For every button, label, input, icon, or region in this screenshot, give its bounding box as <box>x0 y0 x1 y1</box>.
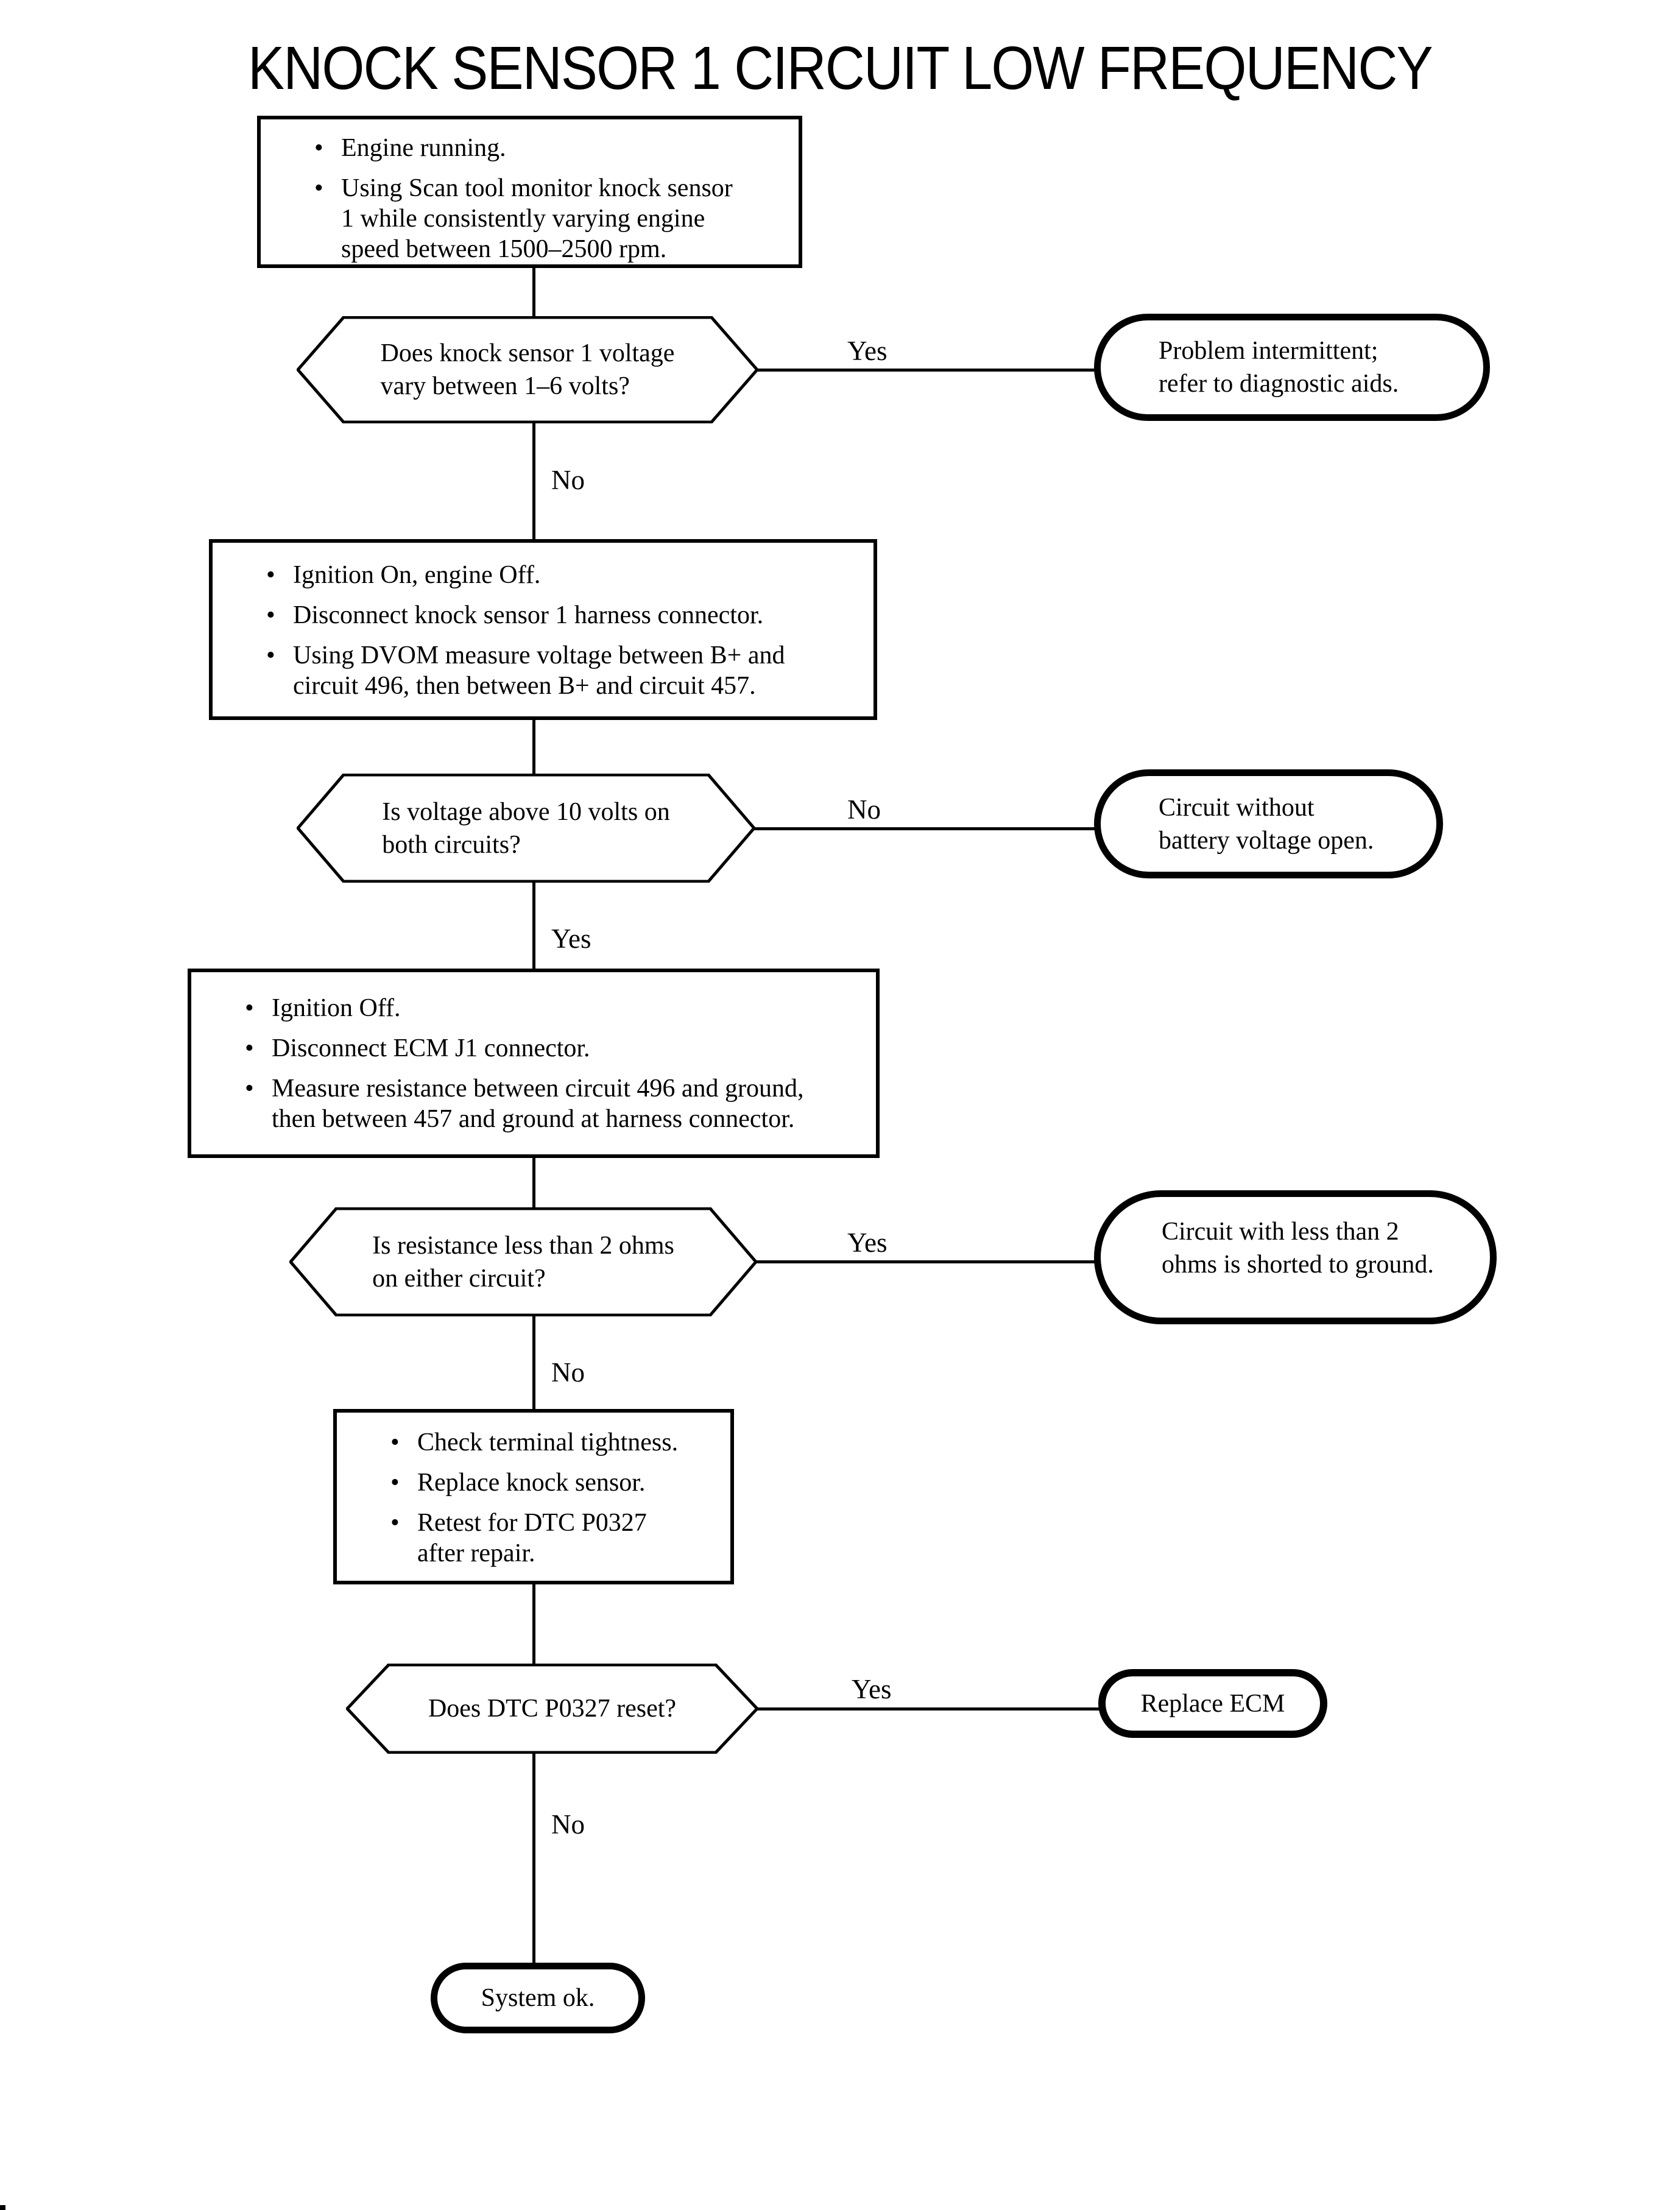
decision-knock-voltage <box>297 316 758 423</box>
decision-text <box>297 316 758 423</box>
decision-voltage-above-10 <box>297 774 755 883</box>
edge-label-yes: Yes <box>551 923 591 954</box>
bullet-list <box>213 560 874 701</box>
decision-text <box>289 1207 757 1316</box>
bullet-line: • Disconnect ECM J1 connector. <box>272 1034 590 1062</box>
bullet-item <box>191 1033 876 1064</box>
terminal-line: Circuit without <box>1159 793 1315 822</box>
decision-line: Does knock sensor 1 voltage <box>380 339 675 367</box>
process-step-4 <box>333 1409 734 1584</box>
bullet-item <box>191 993 876 1023</box>
terminal-system-ok <box>431 1963 645 2033</box>
connector-decision4-systemok <box>532 1753 535 1964</box>
bullet-line: 1 while consistently varying engine <box>341 205 705 233</box>
terminal-line: refer to diagnostic aids. <box>1159 370 1399 398</box>
page-title-text: KNOCK SENSOR 1 CIRCUIT LOW FREQUENCY <box>248 34 1432 102</box>
terminal-circuit-open <box>1094 769 1443 878</box>
terminal-replace-ecm <box>1098 1669 1327 1738</box>
terminal-text <box>1101 1215 1434 1281</box>
decision-text <box>297 774 755 883</box>
bullet-line: speed between 1500–2500 rpm. <box>341 235 667 263</box>
bullet-line: • Engine running. <box>341 134 506 162</box>
terminal-line: Circuit with less than 2 <box>1162 1218 1399 1246</box>
terminal-text <box>1106 1687 1320 1720</box>
terminal-line: ohms is shorted to ground. <box>1162 1251 1434 1279</box>
bullet-line: • Ignition On, engine Off. <box>293 561 541 589</box>
bullet-list <box>261 133 799 264</box>
process-step-1 <box>257 116 802 268</box>
bullet-line: then between 457 and ground at harness connector. <box>272 1105 795 1133</box>
process-step-3 <box>188 969 880 1158</box>
connector-decision2-step3 <box>532 881 535 970</box>
terminal-line: Problem intermittent; <box>1159 337 1378 365</box>
decision-dtc-reset <box>346 1664 758 1754</box>
bullet-item <box>213 640 874 701</box>
process-step-2 <box>209 539 877 720</box>
bullet-item <box>213 600 874 630</box>
decision-line: vary between 1–6 volts? <box>380 372 630 400</box>
bullet-item <box>191 1073 876 1134</box>
bullet-item <box>261 133 799 163</box>
terminal-text <box>1101 791 1374 857</box>
decision-line: Is resistance less than 2 ohms <box>372 1231 674 1260</box>
terminal-line: Replace ECM <box>1140 1689 1285 1718</box>
bullet-item <box>337 1508 730 1569</box>
connector-decision2-no <box>754 827 1096 830</box>
decision-line: both circuits? <box>382 830 521 859</box>
connector-step1-decision1 <box>532 266 535 317</box>
bullet-item <box>337 1467 730 1498</box>
bullet-line: • Retest for DTC P0327 <box>417 1509 647 1537</box>
terminal-line: battery voltage open. <box>1159 826 1374 855</box>
decision-text <box>346 1664 758 1754</box>
bullet-line: • Using Scan tool monitor knock sensor <box>341 174 733 202</box>
bullet-line: after repair. <box>417 1539 535 1567</box>
bullet-line: circuit 496, then between B+ and circuit 457. <box>293 672 756 700</box>
bullet-line: • Measure resistance between circuit 496 and ground, <box>272 1075 804 1103</box>
bullet-list <box>191 993 876 1134</box>
terminal-text <box>1101 334 1399 400</box>
bullet-line: • Disconnect knock sensor 1 harness connector. <box>293 601 764 629</box>
terminal-circuit-shorted <box>1094 1190 1497 1324</box>
terminal-line: System ok. <box>481 1984 595 2012</box>
bullet-line: • Check terminal tightness. <box>417 1428 679 1456</box>
connector-decision4-yes <box>757 1707 1100 1710</box>
edge-label-no: No <box>551 465 585 495</box>
connector-decision1-step2 <box>532 422 535 540</box>
edge-label-no: No <box>847 794 881 825</box>
decision-resistance-less-2 <box>289 1207 757 1316</box>
connector-decision3-step4 <box>532 1315 535 1410</box>
bullet-line: • Replace knock sensor. <box>417 1469 646 1497</box>
bullet-item <box>213 560 874 590</box>
connector-step3-decision3 <box>532 1157 535 1209</box>
bullet-list <box>337 1427 730 1569</box>
bullet-item <box>261 173 799 264</box>
decision-line: Does DTC P0327 reset? <box>428 1695 677 1723</box>
bullet-line: • Using DVOM measure voltage between B+ and <box>293 641 785 669</box>
connector-decision1-yes <box>757 369 1096 372</box>
connector-decision3-yes <box>756 1260 1096 1263</box>
page-title <box>0 34 1680 104</box>
bullet-item <box>337 1427 730 1458</box>
edge-label-yes: Yes <box>852 1674 892 1704</box>
edge-label-yes: Yes <box>847 336 888 366</box>
edge-label-no: No <box>551 1357 585 1388</box>
edge-label-yes: Yes <box>847 1227 888 1258</box>
terminal-text <box>437 1982 638 2014</box>
connector-step2-decision2 <box>532 719 535 775</box>
connector-step4-decision4 <box>532 1583 535 1665</box>
decision-line: on either circuit? <box>372 1264 546 1293</box>
decision-line: Is voltage above 10 volts on <box>382 797 670 826</box>
scan-speck <box>0 2205 5 2210</box>
terminal-problem-intermittent <box>1094 314 1490 421</box>
bullet-line: • Ignition Off. <box>272 994 401 1022</box>
edge-label-no: No <box>551 1809 585 1840</box>
